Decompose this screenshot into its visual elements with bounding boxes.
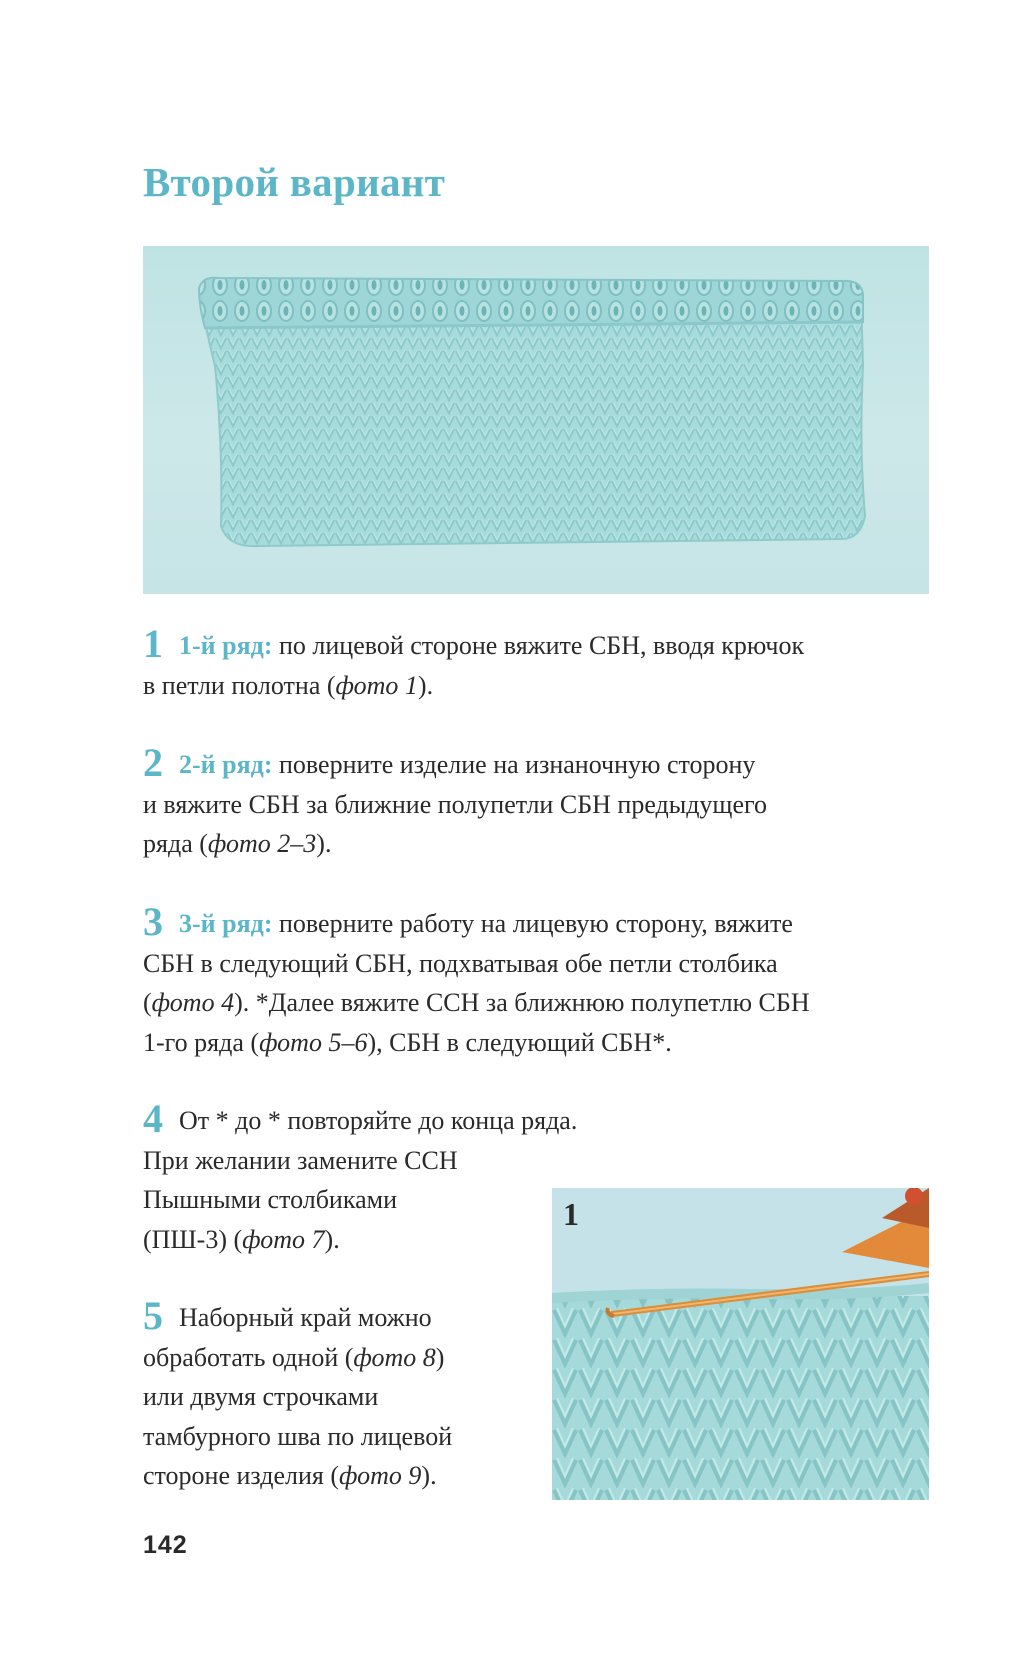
photo-ref: фото 9	[339, 1461, 422, 1490]
step-text: ), СБН в следующий СБН*.	[367, 1027, 672, 1057]
step-2-line-2: и вяжите СБН за ближние полупетли СБН предыдущего	[143, 789, 768, 819]
step-text: по лицевой стороне вяжите СБН, вводя крючок	[272, 631, 805, 660]
step-4-line-4	[143, 1220, 577, 1260]
photo-ref: фото 8	[353, 1342, 436, 1372]
step-text: )	[435, 1342, 445, 1372]
photo-ref: фото 1	[335, 670, 418, 700]
step-5-line-4: тамбурного шва по лицевой	[143, 1421, 453, 1451]
step-4-line-1	[143, 1096, 578, 1141]
step-number: 4	[143, 1096, 163, 1141]
page-number: 142	[143, 1531, 188, 1559]
step-photo-1	[552, 1188, 929, 1500]
step-1	[143, 621, 805, 705]
step-text: ).	[421, 1461, 437, 1490]
step-2	[143, 740, 768, 864]
step-1-line-1	[143, 621, 805, 666]
photo-ref: фото 4	[151, 988, 235, 1017]
step-text: От * до * повторяйте до конца ряда.	[179, 1106, 578, 1135]
photo-label: 1	[563, 1196, 579, 1232]
step-4-line-2: При желании замените ССН	[143, 1145, 458, 1175]
step-4-line-3: Пышными столбиками	[143, 1185, 397, 1214]
photo-ref: фото 7	[242, 1224, 325, 1254]
step-2-line-1	[143, 740, 767, 785]
step-number: 5	[143, 1293, 163, 1338]
step-number: 3	[143, 899, 163, 944]
step-text: 1-го ряда (	[143, 1027, 260, 1057]
step-3	[143, 899, 810, 1062]
step-3-line-1	[143, 899, 810, 944]
step-lead: 2-й ряд:	[179, 750, 273, 779]
photo-ref: фото 5–6	[259, 1027, 368, 1057]
step-text: в петли полотна (	[143, 670, 336, 700]
step-text: (	[143, 988, 152, 1017]
step-3-line-4	[143, 1023, 810, 1063]
step-text: Наборный край можно	[179, 1303, 432, 1332]
step-5	[143, 1293, 453, 1496]
step-text: ).	[316, 829, 332, 858]
step-3-line-2: СБН в следующий СБН, подхватывая обе петли столбика	[143, 948, 778, 978]
step-lead: 3-й ряд:	[179, 909, 273, 938]
step-5-line-1	[143, 1293, 452, 1338]
hook-illustration	[552, 1188, 929, 1500]
step-4	[143, 1096, 578, 1259]
step-5-line-2	[143, 1338, 452, 1378]
step-3-line-3	[143, 983, 810, 1023]
step-text: ).	[417, 670, 434, 700]
step-text: ). *Далее вяжите ССН за ближнюю полупетлю СБН	[234, 988, 810, 1017]
step-text: обработать одной (	[143, 1342, 354, 1372]
step-text: (ПШ-3) (	[143, 1224, 243, 1254]
step-number: 2	[143, 740, 163, 785]
step-lead: 1-й ряд:	[179, 631, 273, 660]
step-1-line-2	[143, 666, 804, 706]
swatch-illustration	[143, 246, 929, 594]
step-text: ).	[324, 1224, 340, 1254]
step-text: ряда (	[143, 829, 208, 858]
step-text: стороне изделия (	[143, 1461, 340, 1490]
swatch-photo	[143, 246, 929, 594]
step-number: 1	[143, 621, 163, 666]
step-text: поверните изделие на изнаночную сторону	[272, 750, 756, 779]
step-5-line-3: или двумя строчками	[143, 1382, 379, 1411]
step-5-line-5	[143, 1456, 452, 1496]
page-title: Второй вариант	[143, 159, 446, 205]
step-2-line-3	[143, 824, 767, 864]
step-text: поверните работу на лицевую сторону, вяжите	[272, 909, 793, 938]
photo-ref: фото 2–3	[207, 829, 317, 858]
